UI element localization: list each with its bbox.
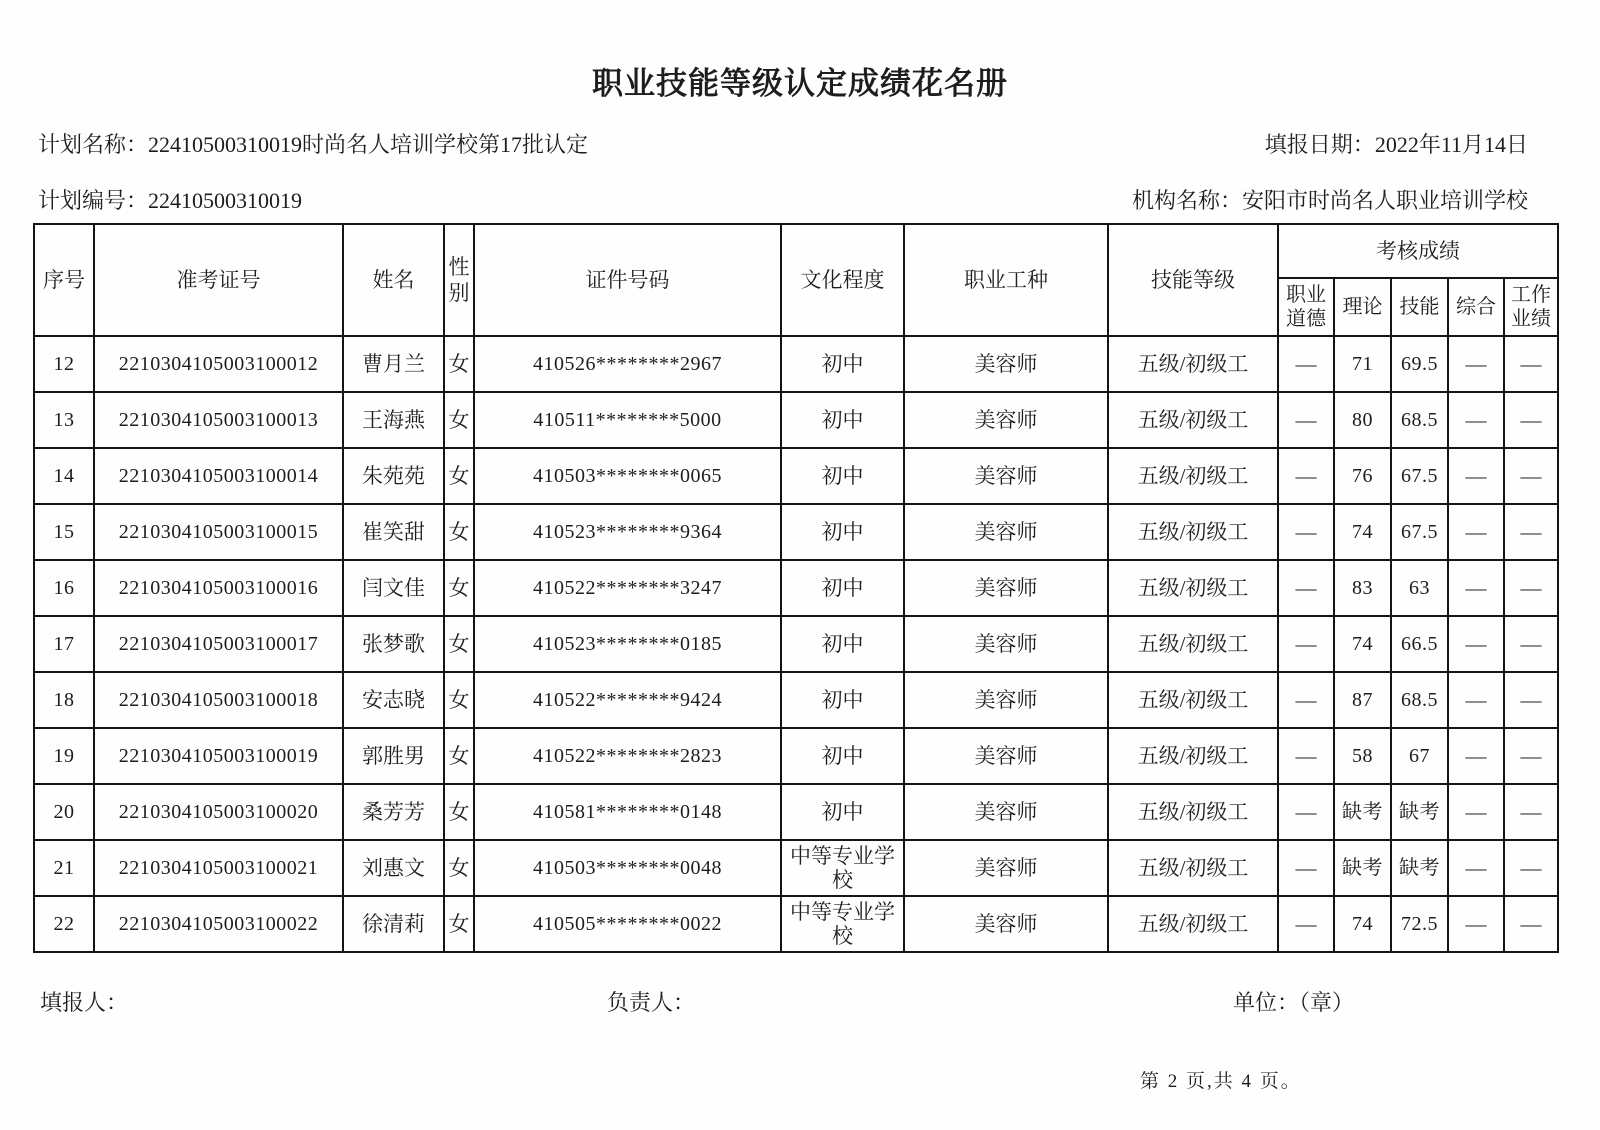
plan-name bbox=[38, 128, 588, 159]
cell-score-comprehensive: — bbox=[1448, 896, 1504, 952]
cell-score-theory: 80 bbox=[1334, 392, 1391, 448]
cell-skill-level: 五级/初级工 bbox=[1108, 616, 1278, 672]
col-header-comprehensive: 综合 bbox=[1448, 278, 1504, 336]
cell-seq: 14 bbox=[34, 448, 94, 504]
cell-name: 王海燕 bbox=[343, 392, 444, 448]
cell-seq: 19 bbox=[34, 728, 94, 784]
cell-occupation: 美容师 bbox=[904, 448, 1108, 504]
cell-score-work: — bbox=[1504, 560, 1558, 616]
cell-education: 初中 bbox=[781, 728, 904, 784]
cell-score-ethics: — bbox=[1278, 504, 1334, 560]
cell-education: 初中 bbox=[781, 504, 904, 560]
cell-score-work: — bbox=[1504, 448, 1558, 504]
cell-score-theory: 58 bbox=[1334, 728, 1391, 784]
cell-score-skill: 67.5 bbox=[1391, 504, 1448, 560]
cell-admission-no: 2210304105003100020 bbox=[94, 784, 343, 840]
cell-seq: 12 bbox=[34, 336, 94, 392]
col-header-id-no: 证件号码 bbox=[474, 224, 781, 336]
cell-education: 初中 bbox=[781, 392, 904, 448]
col-header-occupation: 职业工种 bbox=[904, 224, 1108, 336]
cell-seq: 20 bbox=[34, 784, 94, 840]
plan-name-label: 计划名称： bbox=[38, 132, 149, 157]
cell-score-skill: 69.5 bbox=[1391, 336, 1448, 392]
meta-line-top bbox=[38, 128, 1528, 159]
cell-occupation: 美容师 bbox=[904, 784, 1108, 840]
page-number-indicator: 第 2 页,共 4 页。 bbox=[1140, 1071, 1302, 1092]
report-date-label: 填报日期： bbox=[1264, 132, 1375, 157]
cell-name: 安志晓 bbox=[343, 672, 444, 728]
cell-score-skill: 72.5 bbox=[1391, 896, 1448, 952]
roster-table-body bbox=[34, 336, 1558, 952]
cell-score-theory: 74 bbox=[1334, 616, 1391, 672]
cell-skill-level: 五级/初级工 bbox=[1108, 728, 1278, 784]
cell-admission-no: 2210304105003100012 bbox=[94, 336, 343, 392]
cell-admission-no: 2210304105003100019 bbox=[94, 728, 343, 784]
cell-gender: 女 bbox=[444, 896, 474, 952]
cell-score-skill: 67 bbox=[1391, 728, 1448, 784]
cell-seq: 18 bbox=[34, 672, 94, 728]
cell-gender: 女 bbox=[444, 616, 474, 672]
cell-skill-level: 五级/初级工 bbox=[1108, 896, 1278, 952]
cell-id-no: 410581********0148 bbox=[474, 784, 781, 840]
plan-name-value: 22410500310019时尚名人培训学校第17批认定 bbox=[148, 132, 589, 157]
org-name-label: 机构名称： bbox=[1131, 188, 1242, 213]
cell-name: 张梦歌 bbox=[343, 616, 444, 672]
col-header-admission-no: 准考证号 bbox=[94, 224, 343, 336]
meta-line-bottom bbox=[38, 184, 1528, 215]
unit-seal-label: 单位：（章） bbox=[1233, 990, 1355, 1015]
cell-seq: 22 bbox=[34, 896, 94, 952]
cell-score-ethics: — bbox=[1278, 448, 1334, 504]
cell-name: 郭胜男 bbox=[343, 728, 444, 784]
cell-seq: 16 bbox=[34, 560, 94, 616]
cell-score-ethics: — bbox=[1278, 840, 1334, 896]
cell-occupation: 美容师 bbox=[904, 560, 1108, 616]
manager-label: 负责人： bbox=[607, 990, 696, 1015]
table-row bbox=[34, 616, 1558, 672]
cell-score-comprehensive: — bbox=[1448, 336, 1504, 392]
cell-gender: 女 bbox=[444, 560, 474, 616]
org-name-value: 安阳市时尚名人职业培训学校 bbox=[1241, 188, 1528, 213]
cell-education: 初中 bbox=[781, 616, 904, 672]
cell-name: 曹月兰 bbox=[343, 336, 444, 392]
cell-score-comprehensive: — bbox=[1448, 560, 1504, 616]
cell-occupation: 美容师 bbox=[904, 672, 1108, 728]
cell-score-skill: 68.5 bbox=[1391, 392, 1448, 448]
cell-score-ethics: — bbox=[1278, 336, 1334, 392]
cell-skill-level: 五级/初级工 bbox=[1108, 504, 1278, 560]
cell-education: 初中 bbox=[781, 784, 904, 840]
cell-admission-no: 2210304105003100022 bbox=[94, 896, 343, 952]
cell-occupation: 美容师 bbox=[904, 896, 1108, 952]
cell-skill-level: 五级/初级工 bbox=[1108, 672, 1278, 728]
cell-score-ethics: — bbox=[1278, 728, 1334, 784]
cell-score-ethics: — bbox=[1278, 672, 1334, 728]
cell-score-skill: 缺考 bbox=[1391, 840, 1448, 896]
cell-skill-level: 五级/初级工 bbox=[1108, 448, 1278, 504]
cell-seq: 17 bbox=[34, 616, 94, 672]
cell-score-theory: 缺考 bbox=[1334, 840, 1391, 896]
cell-education: 初中 bbox=[781, 672, 904, 728]
cell-occupation: 美容师 bbox=[904, 616, 1108, 672]
cell-id-no: 410522********2823 bbox=[474, 728, 781, 784]
cell-id-no: 410526********2967 bbox=[474, 336, 781, 392]
col-header-education: 文化程度 bbox=[781, 224, 904, 336]
cell-skill-level: 五级/初级工 bbox=[1108, 336, 1278, 392]
cell-score-skill: 63 bbox=[1391, 560, 1448, 616]
plan-code-value: 22410500310019 bbox=[148, 188, 303, 213]
cell-score-ethics: — bbox=[1278, 560, 1334, 616]
table-row bbox=[34, 784, 1558, 840]
cell-skill-level: 五级/初级工 bbox=[1108, 784, 1278, 840]
cell-score-skill: 66.5 bbox=[1391, 616, 1448, 672]
plan-code bbox=[38, 184, 302, 215]
table-row bbox=[34, 672, 1558, 728]
cell-score-work: — bbox=[1504, 504, 1558, 560]
cell-score-skill: 缺考 bbox=[1391, 784, 1448, 840]
col-header-score-group: 考核成绩 bbox=[1278, 224, 1558, 278]
cell-name: 徐清莉 bbox=[343, 896, 444, 952]
cell-id-no: 410523********9364 bbox=[474, 504, 781, 560]
cell-seq: 21 bbox=[34, 840, 94, 896]
cell-name: 闫文佳 bbox=[343, 560, 444, 616]
cell-score-theory: 74 bbox=[1334, 504, 1391, 560]
cell-gender: 女 bbox=[444, 672, 474, 728]
cell-score-comprehensive: — bbox=[1448, 672, 1504, 728]
cell-education: 初中 bbox=[781, 448, 904, 504]
header-row-top bbox=[34, 224, 1558, 278]
cell-skill-level: 五级/初级工 bbox=[1108, 560, 1278, 616]
cell-id-no: 410503********0065 bbox=[474, 448, 781, 504]
cell-score-comprehensive: — bbox=[1448, 448, 1504, 504]
col-header-gender: 性别 bbox=[444, 224, 474, 336]
cell-score-work: — bbox=[1504, 896, 1558, 952]
cell-id-no: 410505********0022 bbox=[474, 896, 781, 952]
cell-score-comprehensive: — bbox=[1448, 504, 1504, 560]
cell-score-comprehensive: — bbox=[1448, 392, 1504, 448]
cell-score-ethics: — bbox=[1278, 392, 1334, 448]
cell-education: 中等专业学校 bbox=[781, 840, 904, 896]
table-row bbox=[34, 504, 1558, 560]
cell-score-theory: 83 bbox=[1334, 560, 1391, 616]
cell-score-comprehensive: — bbox=[1448, 728, 1504, 784]
col-header-name: 姓名 bbox=[343, 224, 444, 336]
cell-score-comprehensive: — bbox=[1448, 840, 1504, 896]
report-date-value: 2022年11月14日 bbox=[1374, 132, 1528, 157]
cell-education: 初中 bbox=[781, 336, 904, 392]
cell-score-ethics: — bbox=[1278, 616, 1334, 672]
cell-admission-no: 2210304105003100016 bbox=[94, 560, 343, 616]
col-header-seq: 序号 bbox=[34, 224, 94, 336]
cell-name: 刘惠文 bbox=[343, 840, 444, 896]
cell-score-comprehensive: — bbox=[1448, 616, 1504, 672]
col-header-ethics: 职业道德 bbox=[1278, 278, 1334, 336]
cell-gender: 女 bbox=[444, 728, 474, 784]
cell-gender: 女 bbox=[444, 784, 474, 840]
cell-admission-no: 2210304105003100013 bbox=[94, 392, 343, 448]
cell-score-skill: 67.5 bbox=[1391, 448, 1448, 504]
cell-name: 桑芳芳 bbox=[343, 784, 444, 840]
cell-education: 中等专业学校 bbox=[781, 896, 904, 952]
org-name bbox=[1132, 184, 1528, 215]
cell-admission-no: 2210304105003100014 bbox=[94, 448, 343, 504]
cell-occupation: 美容师 bbox=[904, 728, 1108, 784]
cell-admission-no: 2210304105003100017 bbox=[94, 616, 343, 672]
cell-score-theory: 缺考 bbox=[1334, 784, 1391, 840]
cell-score-work: — bbox=[1504, 840, 1558, 896]
cell-score-comprehensive: — bbox=[1448, 784, 1504, 840]
cell-seq: 13 bbox=[34, 392, 94, 448]
table-row bbox=[34, 728, 1558, 784]
cell-gender: 女 bbox=[444, 392, 474, 448]
cell-gender: 女 bbox=[444, 336, 474, 392]
roster-table bbox=[33, 223, 1559, 953]
cell-score-ethics: — bbox=[1278, 896, 1334, 952]
cell-occupation: 美容师 bbox=[904, 504, 1108, 560]
plan-code-label: 计划编号： bbox=[38, 188, 149, 213]
cell-score-theory: 87 bbox=[1334, 672, 1391, 728]
cell-score-work: — bbox=[1504, 336, 1558, 392]
cell-gender: 女 bbox=[444, 448, 474, 504]
cell-score-work: — bbox=[1504, 784, 1558, 840]
cell-score-work: — bbox=[1504, 728, 1558, 784]
table-row bbox=[34, 392, 1558, 448]
cell-skill-level: 五级/初级工 bbox=[1108, 392, 1278, 448]
cell-gender: 女 bbox=[444, 504, 474, 560]
col-header-work: 工作业绩 bbox=[1504, 278, 1558, 336]
cell-score-skill: 68.5 bbox=[1391, 672, 1448, 728]
cell-admission-no: 2210304105003100021 bbox=[94, 840, 343, 896]
cell-score-ethics: — bbox=[1278, 784, 1334, 840]
table-row bbox=[34, 840, 1558, 896]
cell-id-no: 410522********9424 bbox=[474, 672, 781, 728]
table-row bbox=[34, 448, 1558, 504]
filler-label: 填报人： bbox=[40, 990, 129, 1015]
cell-id-no: 410511********5000 bbox=[474, 392, 781, 448]
col-header-theory: 理论 bbox=[1334, 278, 1391, 336]
cell-score-work: — bbox=[1504, 392, 1558, 448]
cell-admission-no: 2210304105003100015 bbox=[94, 504, 343, 560]
cell-name: 崔笑甜 bbox=[343, 504, 444, 560]
cell-seq: 15 bbox=[34, 504, 94, 560]
cell-id-no: 410522********3247 bbox=[474, 560, 781, 616]
cell-occupation: 美容师 bbox=[904, 840, 1108, 896]
cell-occupation: 美容师 bbox=[904, 392, 1108, 448]
cell-skill-level: 五级/初级工 bbox=[1108, 840, 1278, 896]
col-header-skill: 技能 bbox=[1391, 278, 1448, 336]
cell-score-work: — bbox=[1504, 616, 1558, 672]
col-header-skill-level: 技能等级 bbox=[1108, 224, 1278, 336]
cell-id-no: 410503********0048 bbox=[474, 840, 781, 896]
cell-score-theory: 74 bbox=[1334, 896, 1391, 952]
cell-score-work: — bbox=[1504, 672, 1558, 728]
cell-education: 初中 bbox=[781, 560, 904, 616]
cell-occupation: 美容师 bbox=[904, 336, 1108, 392]
cell-admission-no: 2210304105003100018 bbox=[94, 672, 343, 728]
table-row bbox=[34, 896, 1558, 952]
cell-id-no: 410523********0185 bbox=[474, 616, 781, 672]
cell-name: 朱苑苑 bbox=[343, 448, 444, 504]
table-row bbox=[34, 560, 1558, 616]
roster-table-head bbox=[34, 224, 1558, 336]
report-date bbox=[1265, 128, 1528, 159]
cell-score-theory: 76 bbox=[1334, 448, 1391, 504]
page-title: 职业技能等级认定成绩花名册 bbox=[592, 66, 1008, 101]
table-row bbox=[34, 336, 1558, 392]
cell-gender: 女 bbox=[444, 840, 474, 896]
cell-score-theory: 71 bbox=[1334, 336, 1391, 392]
